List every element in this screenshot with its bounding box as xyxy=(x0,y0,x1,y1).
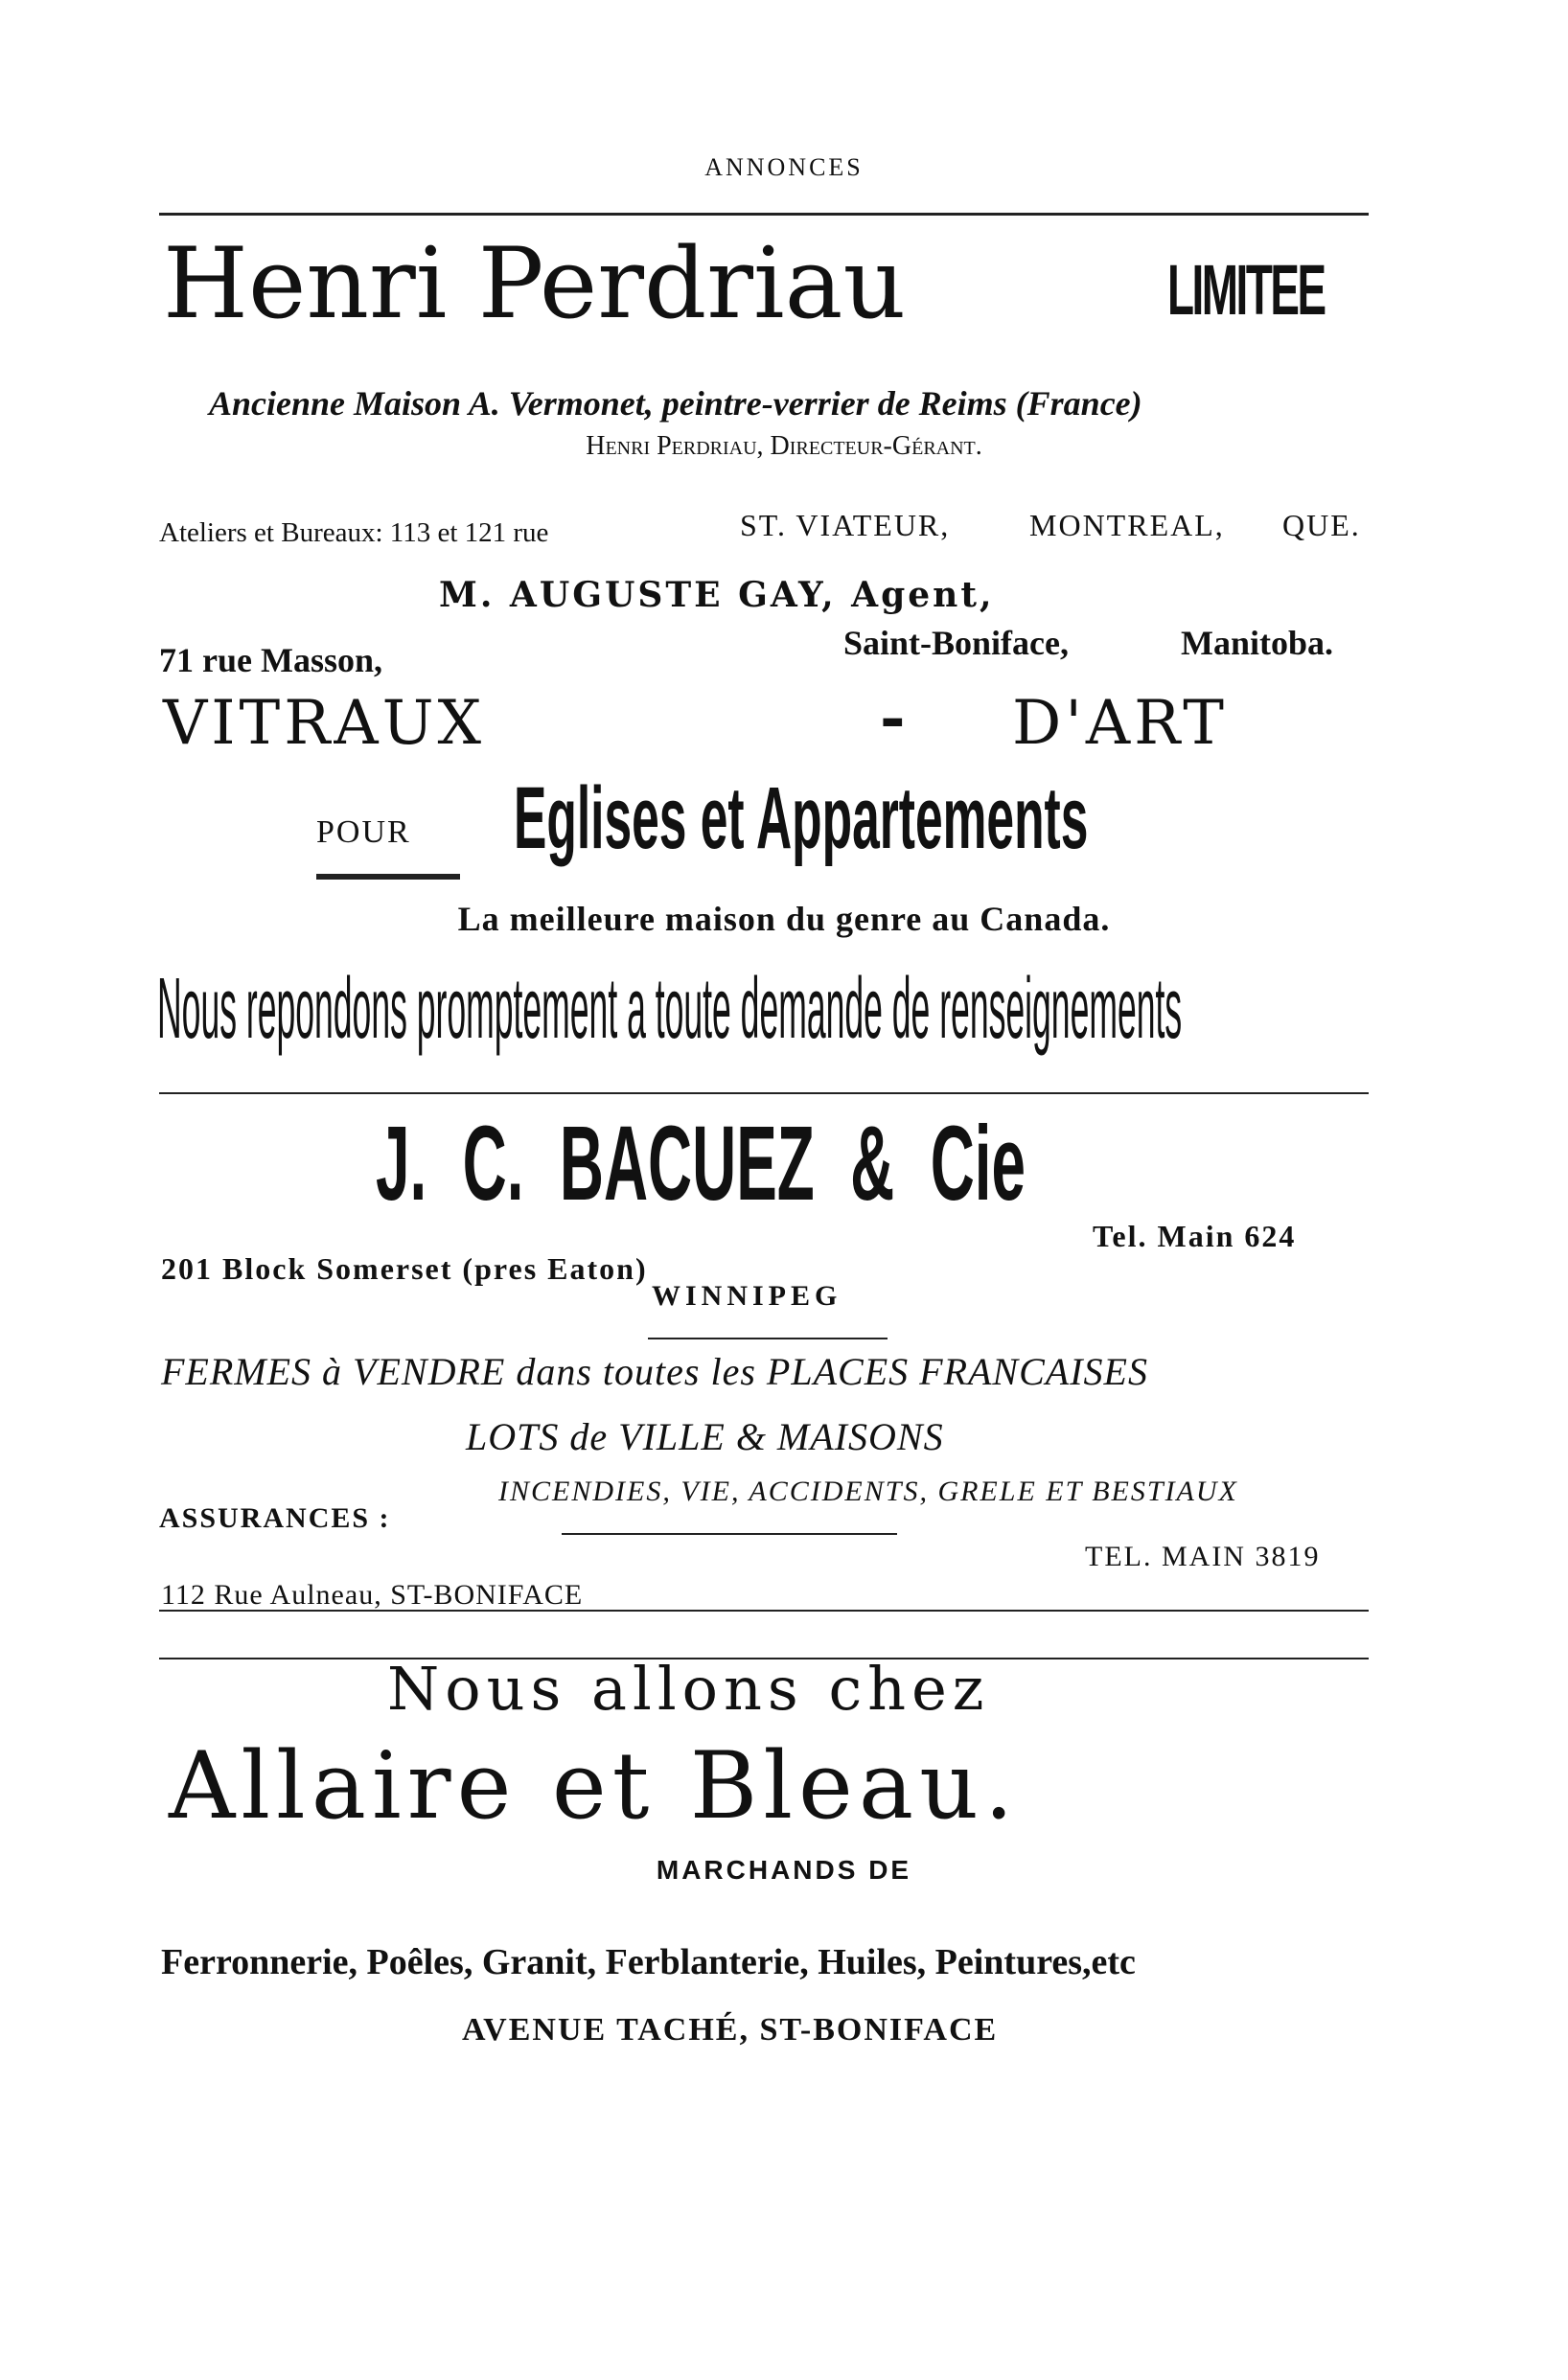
agent-street: 71 rue Masson, xyxy=(159,641,382,679)
fermes-rule-bottom xyxy=(159,1610,1369,1612)
agent-prov: Manitoba. xyxy=(1181,624,1334,662)
pour-underline xyxy=(316,874,460,880)
agent-line: M. AUGUSTE GAY, Agent, xyxy=(439,575,995,615)
address-label xyxy=(159,517,548,549)
page-header: ANNONCES xyxy=(704,153,864,181)
fermes-rule xyxy=(562,1533,897,1535)
fermes-line1: FERMES à VENDRE dans toutes les PLACES FRANCAISES xyxy=(161,1350,1148,1393)
address-numbers: 113 et 121 rue xyxy=(389,517,549,548)
fermes-address: 112 Rue Aulneau, ST-BONIFACE xyxy=(161,1579,584,1611)
allaire-marchands: MARCHANDS DE xyxy=(656,1855,912,1885)
pour-word: POUR xyxy=(316,814,411,850)
eglises-text: Eglises et Appartements xyxy=(514,769,1089,867)
dart-word: D'ART xyxy=(1012,688,1228,759)
repondons-text: Nous repondons promptement a toute demande de renseignements xyxy=(157,961,1183,1057)
address-city: MONTREAL, xyxy=(1029,508,1225,542)
meilleure-line: La meilleure maison du genre au Canada. xyxy=(457,900,1111,938)
address-street: ST. VIATEUR, xyxy=(740,508,951,542)
director-line: Henri Perdriau, Directeur-Gérant. xyxy=(586,431,982,461)
allaire-goods: Ferronnerie, Poêles, Granit, Ferblanterie, Huiles, Peintures,etc xyxy=(161,1942,1136,1982)
allaire-intro: Nous allons chez xyxy=(387,1654,990,1724)
repondons-line xyxy=(157,961,1568,1057)
limitee-label xyxy=(1167,250,1420,330)
header-rule xyxy=(159,213,1369,216)
bacuez-name xyxy=(376,1105,1496,1223)
assurances-types: INCENDIES, VIE, ACCIDENTS, GRELE ET BESTIAUX xyxy=(498,1476,1238,1507)
fermes-tel: TEL. MAIN 3819 xyxy=(1085,1541,1321,1572)
fermes-line2: LOTS de VILLE & MAISONS xyxy=(466,1415,944,1458)
allaire-address: AVENUE TACHÉ, ST-BONIFACE xyxy=(462,2012,999,2048)
agent-city: Saint-Boniface, xyxy=(843,624,1070,662)
bacuez-address: 201 Block Somerset (pres Eaton) xyxy=(161,1251,648,1286)
allaire-name: Allaire et Bleau. xyxy=(169,1732,1020,1840)
bacuez-tel: Tel. Main 624 xyxy=(1093,1219,1297,1253)
bacuez-rule xyxy=(648,1338,888,1339)
bacuez-text: J. C. BACUEZ & Cie xyxy=(376,1105,1026,1223)
vitraux-word: VITRAUX xyxy=(163,688,486,759)
vitraux-dash: - xyxy=(880,682,906,754)
former-house: Ancienne Maison A. Vermonet, peintre-verrier de Reims (France) xyxy=(209,384,1142,423)
eglises-line xyxy=(514,769,1539,867)
limitee-text: LIMITEE xyxy=(1167,250,1325,330)
assurances-label: ASSURANCES : xyxy=(159,1502,391,1534)
address-label-text: Ateliers et Bureaux: xyxy=(159,517,383,548)
address-prov: QUE. xyxy=(1282,508,1361,542)
perdriau-rule xyxy=(159,1092,1369,1094)
perdriau-name: Henri Perdriau xyxy=(163,227,907,341)
bacuez-city: WINNIPEG xyxy=(652,1280,842,1312)
